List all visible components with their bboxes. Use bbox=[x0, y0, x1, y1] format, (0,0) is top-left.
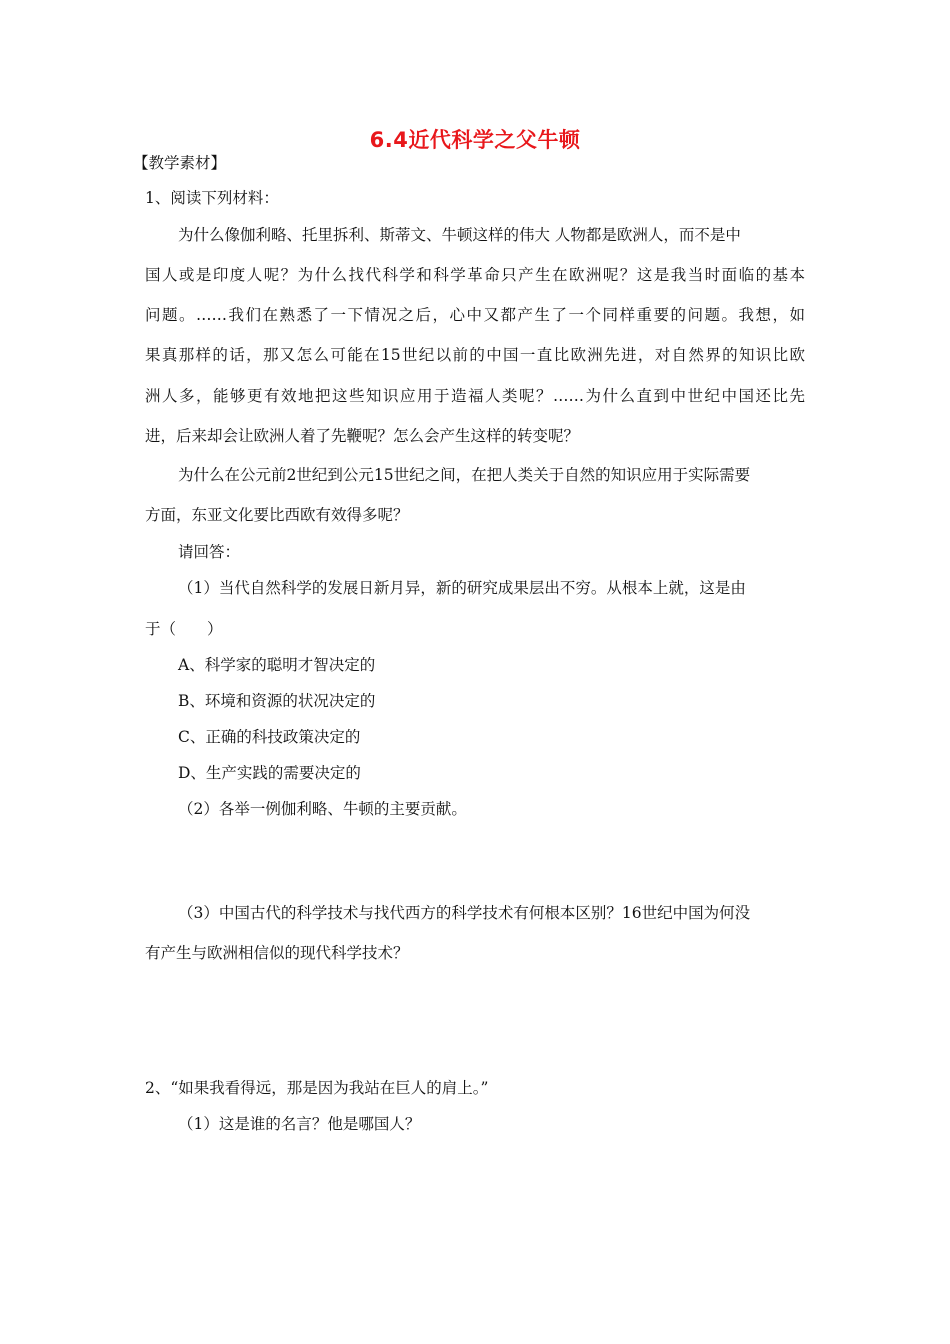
option-c: C、正确的科技政策决定的 bbox=[178, 728, 361, 746]
question-1-heading: 1、阅读下列材料： bbox=[145, 189, 279, 207]
passage-2-line-2: 方面，东亚文化要比西欧有效得多呢？ bbox=[145, 506, 409, 524]
passage-2-line-1: 为什么在公元前2世纪到公元15世纪之间，在把人类关于自然的知识应用于实际需要 bbox=[178, 466, 751, 484]
sub-question-2: （2）各举一例伽利略、牛顿的主要贡献。 bbox=[178, 800, 467, 818]
passage-1-line-2: 国人或是印度人呢？为什么找代科学和科学革命只产生在欧洲呢？这是我当时面临的基本 bbox=[145, 266, 805, 284]
passage-1-line-6: 进，后来却会让欧洲人着了先鞭呢？怎么会产生这样的转变呢？ bbox=[145, 427, 580, 445]
passage-1-line-4: 果真那样的话，那又怎么可能在15世纪以前的中国一直比欧洲先进，对自然界的知识比欧 bbox=[145, 346, 805, 364]
answer-prompt: 请回答： bbox=[178, 543, 241, 561]
option-d: D、生产实践的需要决定的 bbox=[178, 764, 361, 782]
section-label: 【教学素材】 bbox=[133, 154, 227, 172]
sub-question-3-line-1: （3）中国古代的科学技术与找代西方的科学技术有何根本区别？16世纪中国为何没 bbox=[178, 904, 751, 922]
sub-question-1-line-1: （1）当代自然科学的发展日新月异，新的研究成果层出不穷。从根本上就，这是由 bbox=[178, 579, 746, 597]
sub-question-3-line-2: 有产生与欧洲相信似的现代科学技术？ bbox=[145, 944, 409, 962]
question-2-sub-1: （1）这是谁的名言？他是哪国人？ bbox=[178, 1115, 421, 1133]
sub-question-1-line-2: 于（ ） bbox=[145, 620, 223, 638]
passage-1-line-1: 为什么像伽利略、托里拆利、斯蒂文、牛顿这样的伟大 人物都是欧洲人，而不是中 bbox=[178, 226, 741, 244]
passage-1-line-3: 问题。……我们在熟悉了一下情况之后，心中又都产生了一个同样重要的问题。我想，如 bbox=[145, 306, 805, 324]
option-b: B、环境和资源的状况决定的 bbox=[178, 692, 376, 710]
page-title: 6.4近代科学之父牛顿 bbox=[369, 128, 581, 152]
question-2-heading: 2、“如果我看得远，那是因为我站在巨人的肩上。” bbox=[145, 1079, 489, 1097]
option-a: A、科学家的聪明才智决定的 bbox=[178, 656, 376, 674]
passage-1-line-5: 洲人多，能够更有效地把这些知识应用于造福人类呢？……为什么直到中世纪中国还比先 bbox=[145, 387, 805, 405]
